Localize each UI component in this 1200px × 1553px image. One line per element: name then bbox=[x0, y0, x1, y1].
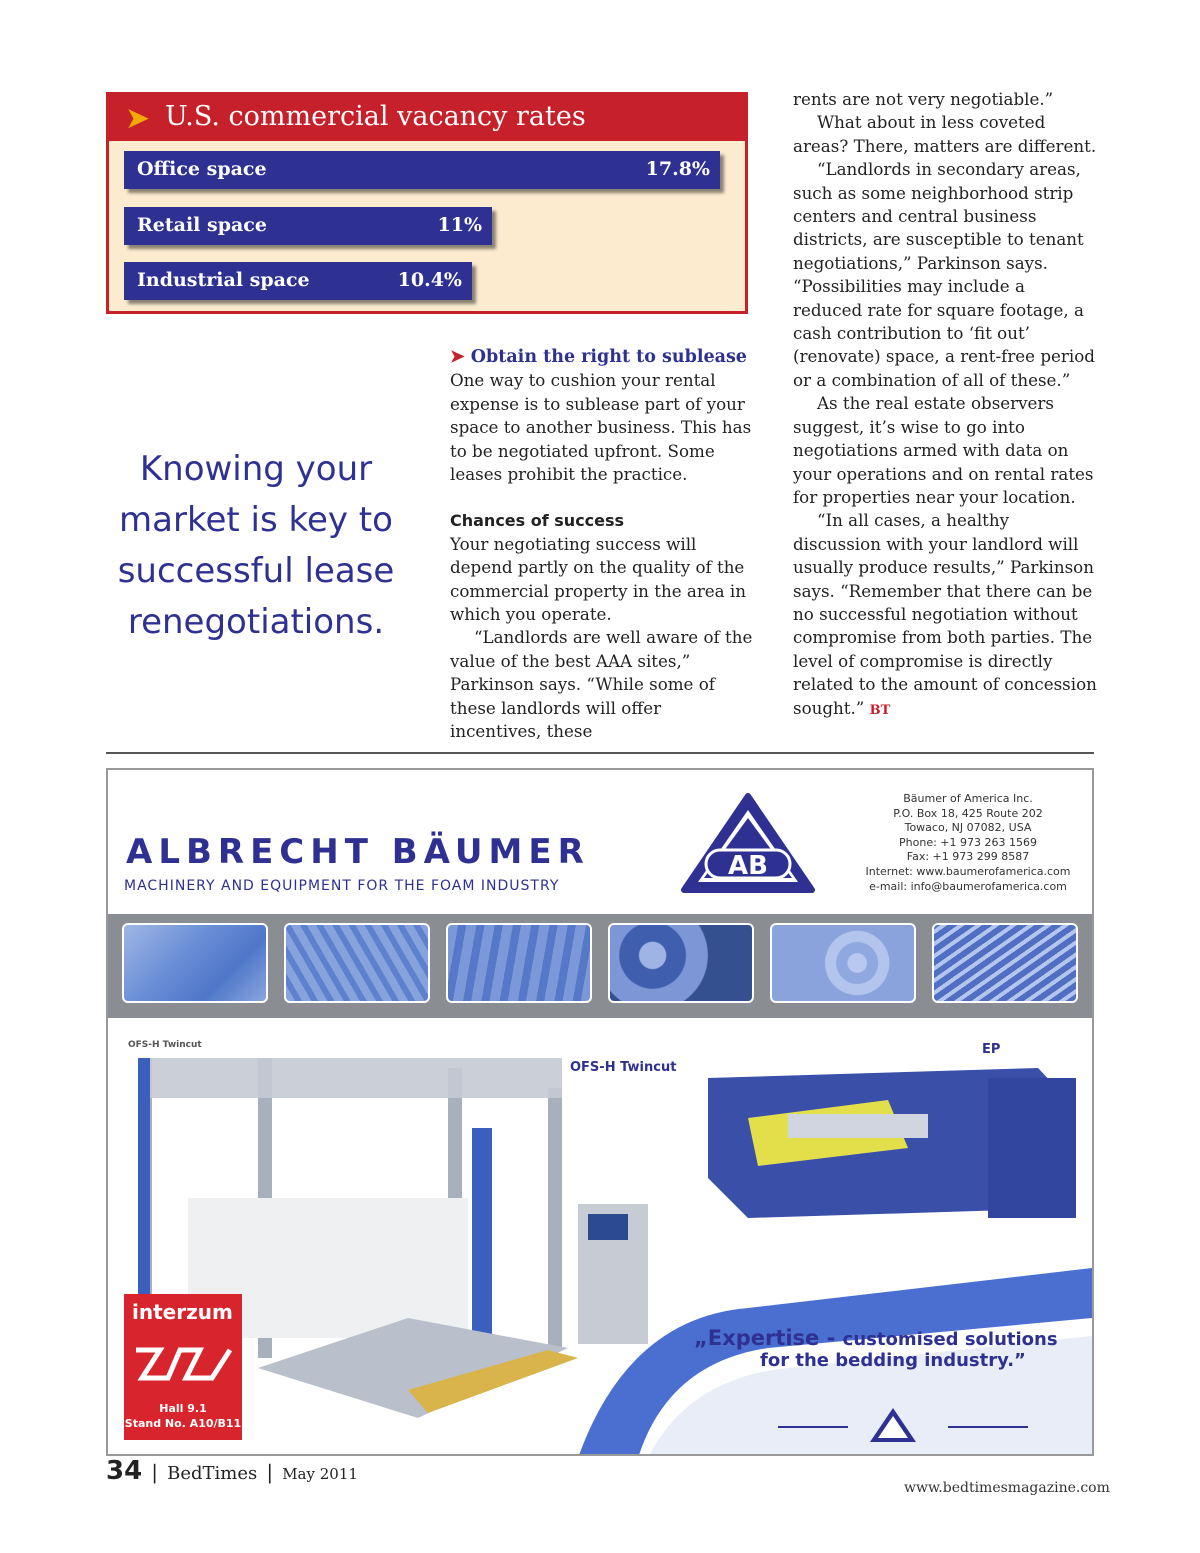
landlords-paragraph: “Landlords are well aware of the value of the best AAA sites,” Parkinson says. “While some of these landlords will offer incentives, these bbox=[450, 627, 753, 742]
separator: | bbox=[151, 1460, 159, 1484]
bar-label: Industrial space bbox=[137, 269, 310, 291]
ad-slogan-line2: for the bedding industry.” bbox=[760, 1350, 1026, 1371]
magazine-name: BedTimes bbox=[167, 1463, 258, 1484]
chart-bar bbox=[124, 207, 492, 245]
machine-label-ep: EP bbox=[982, 1042, 1001, 1057]
slogan-customised: customised solutions bbox=[842, 1329, 1058, 1350]
vacancy-chart bbox=[106, 92, 748, 314]
col3-p3: “Landlords in secondary areas, such as some neighborhood strip centers and central business districts, are susceptible to tenant negotiations,” Parkinson says. “Possibilities may include a reduced rate for square footage, a cash contribution to ‘fit out’ (renovate) space, a rent-free period or a combination of all of these.” bbox=[793, 159, 1095, 390]
svg-text:AB: AB bbox=[728, 851, 768, 881]
foam-sample-image bbox=[122, 923, 268, 1003]
section-divider bbox=[106, 752, 1094, 754]
contact-phone: Phone: +1 973 263 1569 bbox=[899, 835, 1037, 849]
bar-value: 10.4% bbox=[397, 269, 462, 291]
chart-bar bbox=[124, 151, 720, 189]
issue-date: May 2011 bbox=[282, 1465, 358, 1483]
bar-value: 11% bbox=[437, 214, 482, 236]
interzum-logo-text: interzum bbox=[132, 1300, 233, 1324]
separator: | bbox=[266, 1460, 274, 1484]
chart-header bbox=[109, 95, 745, 141]
col3-p1: rents are not very negotiable.” bbox=[793, 89, 1054, 109]
contact-company: Bäumer of America Inc. bbox=[903, 792, 1033, 805]
chart-bar bbox=[124, 262, 472, 300]
brand-name: ALBRECHT BÄUMER bbox=[126, 832, 590, 872]
machine-label-ofs: OFS-H Twincut bbox=[570, 1060, 677, 1075]
machine-showcase bbox=[108, 1018, 1092, 1456]
logo-rule bbox=[778, 1424, 1028, 1430]
bar-value: 17.8% bbox=[645, 158, 710, 180]
col3-p4: As the real estate observers suggest, it’s wise to go into negotiations armed with data on your operations and on rental rates for properties near your location. bbox=[793, 393, 1094, 507]
sublease-heading bbox=[450, 346, 756, 369]
website-url: www.bedtimesmagazine.com bbox=[904, 1480, 1110, 1496]
page-number: 34 bbox=[106, 1456, 143, 1486]
col3-p5 bbox=[793, 509, 1097, 722]
sublease-body: One way to cushion your rental expense is to sublease part of your space to another business. This has to be negotiated upfront. Some leases prohibit the practice. bbox=[450, 370, 752, 485]
sublease-heading-text: Obtain the right to sublease bbox=[470, 347, 747, 367]
machine-plate: OFS-H Twincut bbox=[128, 1040, 202, 1050]
contact-block bbox=[848, 792, 1088, 894]
page-folio bbox=[106, 1456, 358, 1486]
bar-label: Office space bbox=[137, 158, 267, 180]
foam-sample-image bbox=[284, 923, 430, 1003]
foam-sample-image bbox=[446, 923, 592, 1003]
brand-tagline: MACHINERY AND EQUIPMENT FOR THE FOAM INDUSTRY bbox=[124, 878, 560, 894]
col3-p5-text: “In all cases, a healthy discussion with your landlord will usually produce results,” Parkinson says. “Remember that there can be no successful negotiation without compromise from both parties. The level of compromise is directly related to the amount of concession sought.” bbox=[793, 510, 1097, 718]
arrow-icon: ➤ bbox=[125, 101, 151, 136]
swoosh-graphic bbox=[108, 1018, 1092, 1456]
end-mark: BT bbox=[869, 702, 891, 718]
contact-fax: Fax: +1 973 299 8587 bbox=[906, 850, 1030, 864]
interzum-zigzag-icon bbox=[134, 1344, 232, 1384]
stand-number: Stand No. A10/B11 bbox=[124, 1417, 242, 1430]
contact-website: Internet: www.baumerofamerica.com bbox=[865, 864, 1071, 878]
foam-sample-image bbox=[932, 923, 1078, 1003]
pull-quote: Knowing your market is key to successful lease renegotiations. bbox=[117, 449, 395, 642]
chances-heading: Chances of success bbox=[450, 511, 625, 531]
hall-number: Hall 9.1 bbox=[159, 1402, 207, 1415]
advertisement bbox=[106, 768, 1094, 1456]
ab-logo-icon bbox=[680, 792, 816, 894]
contact-email: e-mail: info@baumerofamerica.com bbox=[869, 879, 1067, 893]
contact-address: P.O. Box 18, 425 Route 202 bbox=[893, 806, 1043, 820]
foam-sample-band bbox=[108, 914, 1092, 1018]
bar-label: Retail space bbox=[137, 214, 267, 236]
chart-title: U.S. commercial vacancy rates bbox=[165, 101, 586, 132]
contact-city: Towaco, NJ 07082, USA bbox=[904, 821, 1032, 835]
article-column-2 bbox=[450, 346, 756, 744]
article-column-3 bbox=[793, 88, 1097, 722]
slogan-expertise: „Expertise - bbox=[694, 1326, 836, 1350]
chances-body: Your negotiating success will depend partly on the quality of the commercial property in the area in which you operate. bbox=[450, 533, 747, 625]
foam-sample-image bbox=[608, 923, 754, 1003]
foam-sample-image bbox=[770, 923, 916, 1003]
col3-p2: What about in less coveted areas? There, matters are different. bbox=[793, 112, 1097, 156]
interzum-badge bbox=[124, 1294, 242, 1440]
arrow-icon: ➤ bbox=[450, 347, 465, 367]
ad-slogan-line1 bbox=[694, 1326, 1058, 1350]
